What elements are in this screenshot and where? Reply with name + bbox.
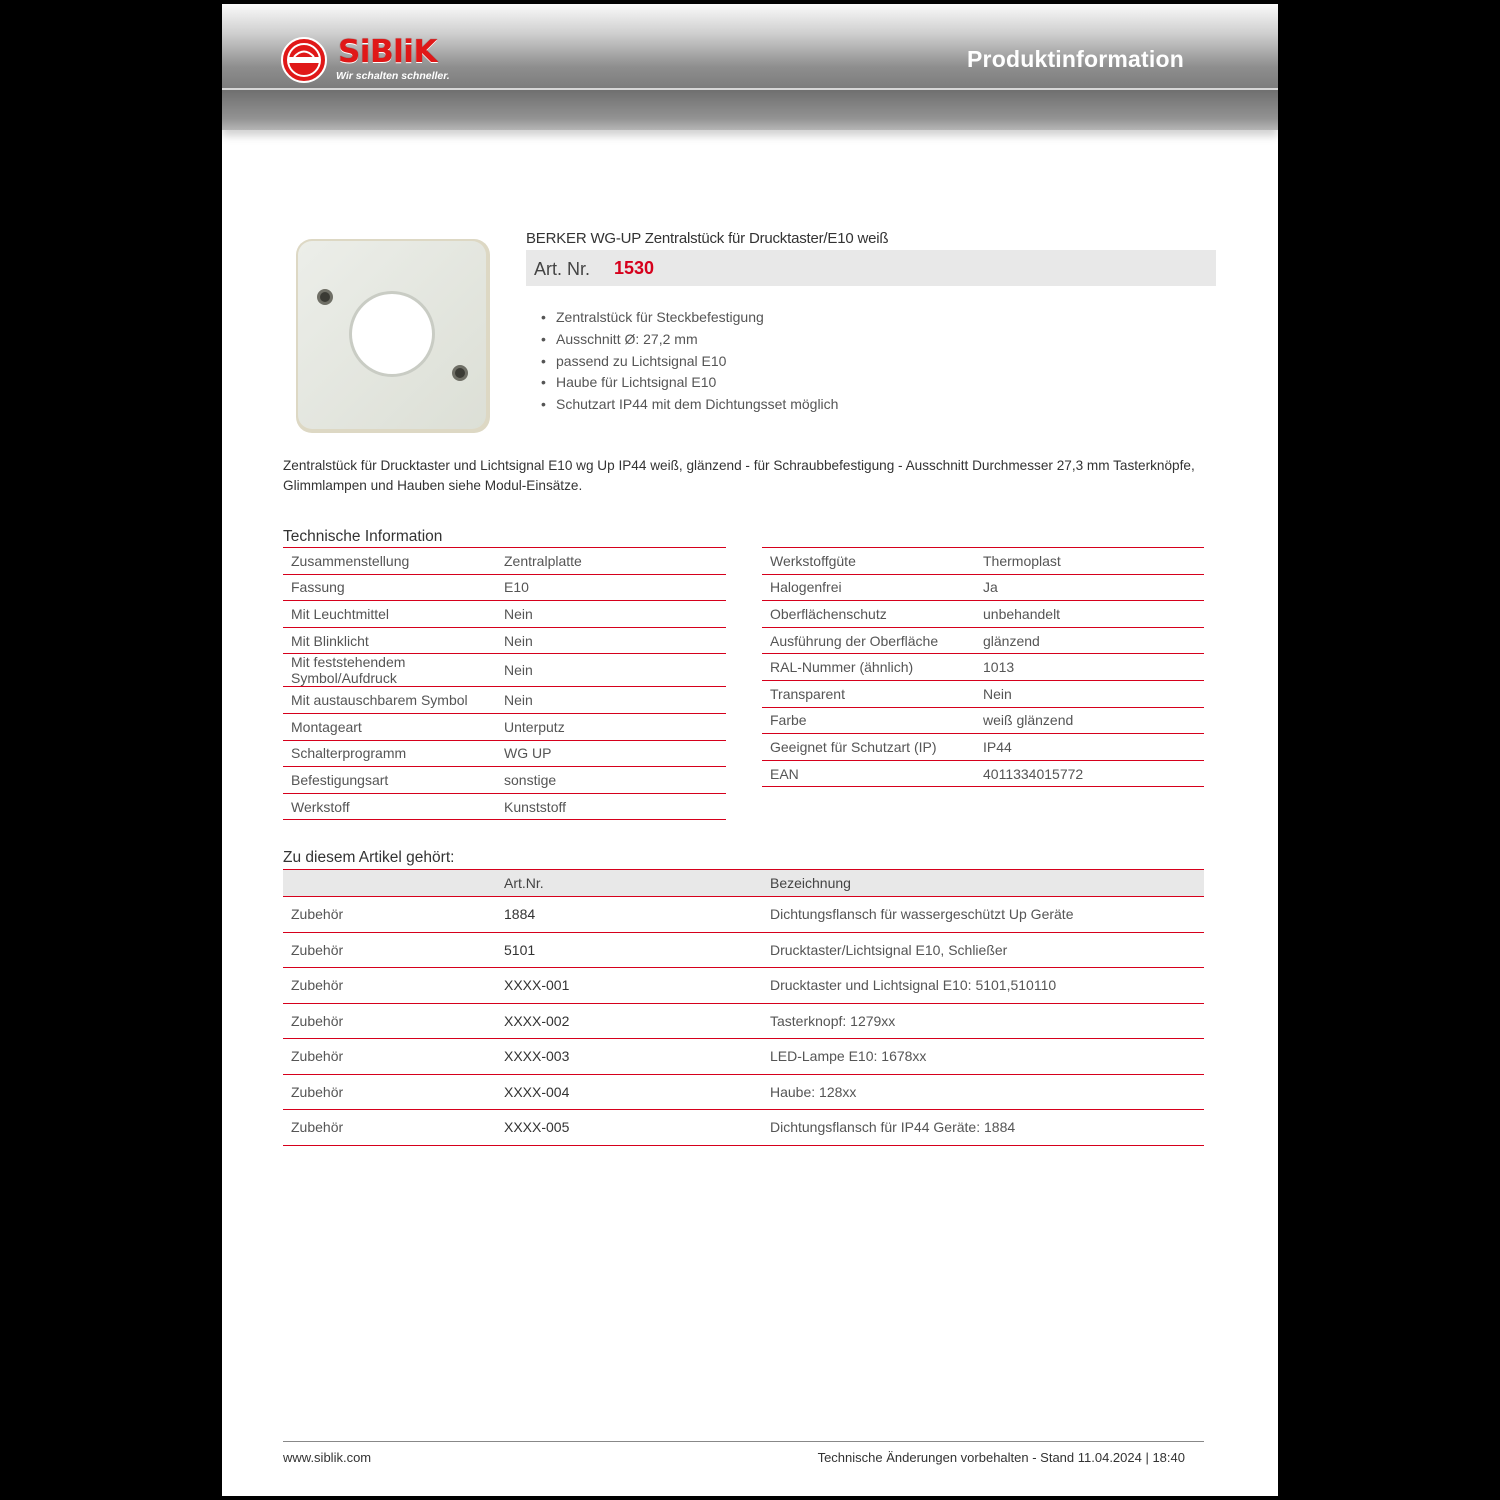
table-row bbox=[283, 968, 1204, 1004]
siblik-logo bbox=[280, 36, 480, 84]
spec-key: EAN bbox=[762, 760, 975, 787]
spec-key: Halogenfrei bbox=[762, 574, 975, 601]
footer-note: Technische Änderungen vorbehalten - Stand 11.04.2024 | 18:40 bbox=[817, 1450, 1185, 1465]
accessory-description: Drucktaster/Lichtsignal E10, Schließer bbox=[762, 932, 1204, 968]
accessory-art-nr: 1884 bbox=[496, 897, 762, 933]
table-row bbox=[762, 680, 1204, 707]
spec-key: Mit feststehendem Symbol/Aufdruck bbox=[283, 654, 496, 687]
spec-key: Oberflächenschutz bbox=[762, 601, 975, 628]
spec-value: Nein bbox=[496, 687, 726, 714]
spec-key: Fassung bbox=[283, 574, 496, 601]
spec-value: Unterputz bbox=[496, 713, 726, 740]
accessory-art-nr: XXXX-004 bbox=[496, 1074, 762, 1110]
article-number-label: Art. Nr. bbox=[534, 259, 591, 279]
table-row bbox=[762, 734, 1204, 761]
technical-info-title: Technische Information bbox=[283, 528, 443, 545]
feature-item: • Schutzart IP44 mit dem Dichtungsset möglich bbox=[538, 394, 838, 416]
spec-key: Zusammenstellung bbox=[283, 548, 496, 575]
table-row bbox=[283, 740, 726, 767]
table-row bbox=[762, 548, 1204, 575]
table-row bbox=[283, 627, 726, 654]
table-row bbox=[762, 574, 1204, 601]
feature-item: • Zentralstück für Steckbefestigung bbox=[538, 307, 838, 329]
spec-value: 4011334015772 bbox=[975, 760, 1204, 787]
spec-value: E10 bbox=[496, 574, 726, 601]
spec-value: IP44 bbox=[975, 734, 1204, 761]
accessory-type: Zubehör bbox=[283, 897, 496, 933]
logo-circle-icon bbox=[280, 36, 332, 84]
table-row bbox=[283, 897, 1204, 933]
spec-value: Zentralplatte bbox=[496, 548, 726, 575]
product-description: Zentralstück für Drucktaster und Lichtsignal E10 wg Up IP44 weiß, glänzend - für Schraubbefestigung - Ausschnitt Durchmesser 27,3 mm Tasterknöpfe, Glimmlampen und Hauben siehe Modul-Einsätze. bbox=[283, 458, 1195, 493]
spec-key: Werkstoffgüte bbox=[762, 548, 975, 575]
accessory-type: Zubehör bbox=[283, 968, 496, 1004]
table-row bbox=[283, 932, 1204, 968]
product-image bbox=[294, 237, 492, 435]
spec-value: Nein bbox=[496, 601, 726, 628]
article-number: 1530 bbox=[614, 258, 655, 278]
table-row bbox=[283, 654, 726, 687]
spec-value: Thermoplast bbox=[975, 548, 1204, 575]
accessory-description: Haube: 128xx bbox=[762, 1074, 1204, 1110]
spec-value: weiß glänzend bbox=[975, 707, 1204, 734]
spec-key: Schalterprogramm bbox=[283, 740, 496, 767]
accessory-description: LED-Lampe E10: 1678xx bbox=[762, 1039, 1204, 1075]
spec-key: Montageart bbox=[283, 713, 496, 740]
column-header-type bbox=[283, 870, 496, 897]
accessories-table bbox=[283, 869, 1204, 1146]
document-title: Produktinformation bbox=[967, 46, 1184, 72]
table-header-row bbox=[283, 870, 1204, 897]
table-row bbox=[283, 687, 726, 714]
accessory-type: Zubehör bbox=[283, 1003, 496, 1039]
spec-key: Farbe bbox=[762, 707, 975, 734]
table-row bbox=[283, 1039, 1204, 1075]
table-row bbox=[283, 574, 726, 601]
accessory-description: Tasterknopf: 1279xx bbox=[762, 1003, 1204, 1039]
spec-key: Befestigungsart bbox=[283, 767, 496, 794]
accessory-type: Zubehör bbox=[283, 1110, 496, 1146]
table-row bbox=[283, 767, 726, 794]
accessory-description: Dichtungsflansch für wassergeschützt Up Geräte bbox=[762, 897, 1204, 933]
spec-value: unbehandelt bbox=[975, 601, 1204, 628]
feature-item: • Ausschnitt Ø: 27,2 mm bbox=[538, 329, 838, 351]
logo-wordmark: SiBliK bbox=[338, 34, 437, 70]
table-row bbox=[283, 1074, 1204, 1110]
spec-value: Kunststoff bbox=[496, 793, 726, 820]
accessory-type: Zubehör bbox=[283, 1074, 496, 1110]
spec-value: sonstige bbox=[496, 767, 726, 794]
spec-key: Mit Leuchtmittel bbox=[283, 601, 496, 628]
accessory-description: Drucktaster und Lichtsignal E10: 5101,510110 bbox=[762, 968, 1204, 1004]
spec-key: Geeignet für Schutzart (IP) bbox=[762, 734, 975, 761]
spec-key: Mit austauschbarem Symbol bbox=[283, 687, 496, 714]
column-header-description: Bezeichnung bbox=[762, 870, 1204, 897]
technical-table-right bbox=[762, 547, 1204, 787]
spec-key: Mit Blinklicht bbox=[283, 627, 496, 654]
product-name: BERKER WG-UP Zentralstück für Drucktaster/E10 weiß bbox=[526, 230, 889, 247]
spec-value: Nein bbox=[496, 627, 726, 654]
accessory-art-nr: XXXX-005 bbox=[496, 1110, 762, 1146]
header-band bbox=[222, 90, 1278, 130]
document-page bbox=[222, 4, 1278, 1496]
accessories-title: Zu diesem Artikel gehört: bbox=[283, 849, 455, 866]
spec-key: Transparent bbox=[762, 680, 975, 707]
table-row bbox=[762, 760, 1204, 787]
spec-value: Nein bbox=[496, 654, 726, 687]
table-row bbox=[283, 713, 726, 740]
accessory-art-nr: XXXX-002 bbox=[496, 1003, 762, 1039]
accessory-art-nr: XXXX-003 bbox=[496, 1039, 762, 1075]
table-row bbox=[762, 707, 1204, 734]
table-row bbox=[762, 654, 1204, 681]
spec-value: Nein bbox=[975, 680, 1204, 707]
table-row bbox=[283, 601, 726, 628]
spec-value: 1013 bbox=[975, 654, 1204, 681]
accessory-description: Dichtungsflansch für IP44 Geräte: 1884 bbox=[762, 1110, 1204, 1146]
table-row bbox=[283, 793, 726, 820]
table-row bbox=[762, 601, 1204, 628]
table-row bbox=[762, 627, 1204, 654]
spec-value: WG UP bbox=[496, 740, 726, 767]
logo-slogan: Wir schalten schneller. bbox=[336, 70, 450, 82]
table-row bbox=[283, 1003, 1204, 1039]
accessory-type: Zubehör bbox=[283, 932, 496, 968]
table-row bbox=[283, 548, 726, 575]
accessory-type: Zubehör bbox=[283, 1039, 496, 1075]
technical-table-left bbox=[283, 547, 726, 820]
accessory-art-nr: 5101 bbox=[496, 932, 762, 968]
spec-value: glänzend bbox=[975, 627, 1204, 654]
spec-key: RAL-Nummer (ähnlich) bbox=[762, 654, 975, 681]
table-row bbox=[283, 1110, 1204, 1146]
footer-divider bbox=[283, 1441, 1204, 1442]
article-number-bar bbox=[526, 250, 1216, 286]
spec-key: Werkstoff bbox=[283, 793, 496, 820]
spec-key: Ausführung der Oberfläche bbox=[762, 627, 975, 654]
feature-item: • Haube für Lichtsignal E10 bbox=[538, 372, 838, 394]
column-header-art-nr: Art.Nr. bbox=[496, 870, 762, 897]
spec-value: Ja bbox=[975, 574, 1204, 601]
accessory-art-nr: XXXX-001 bbox=[496, 968, 762, 1004]
feature-list bbox=[538, 307, 838, 416]
footer-website: www.siblik.com bbox=[283, 1450, 372, 1465]
feature-item: • passend zu Lichtsignal E10 bbox=[538, 351, 838, 373]
